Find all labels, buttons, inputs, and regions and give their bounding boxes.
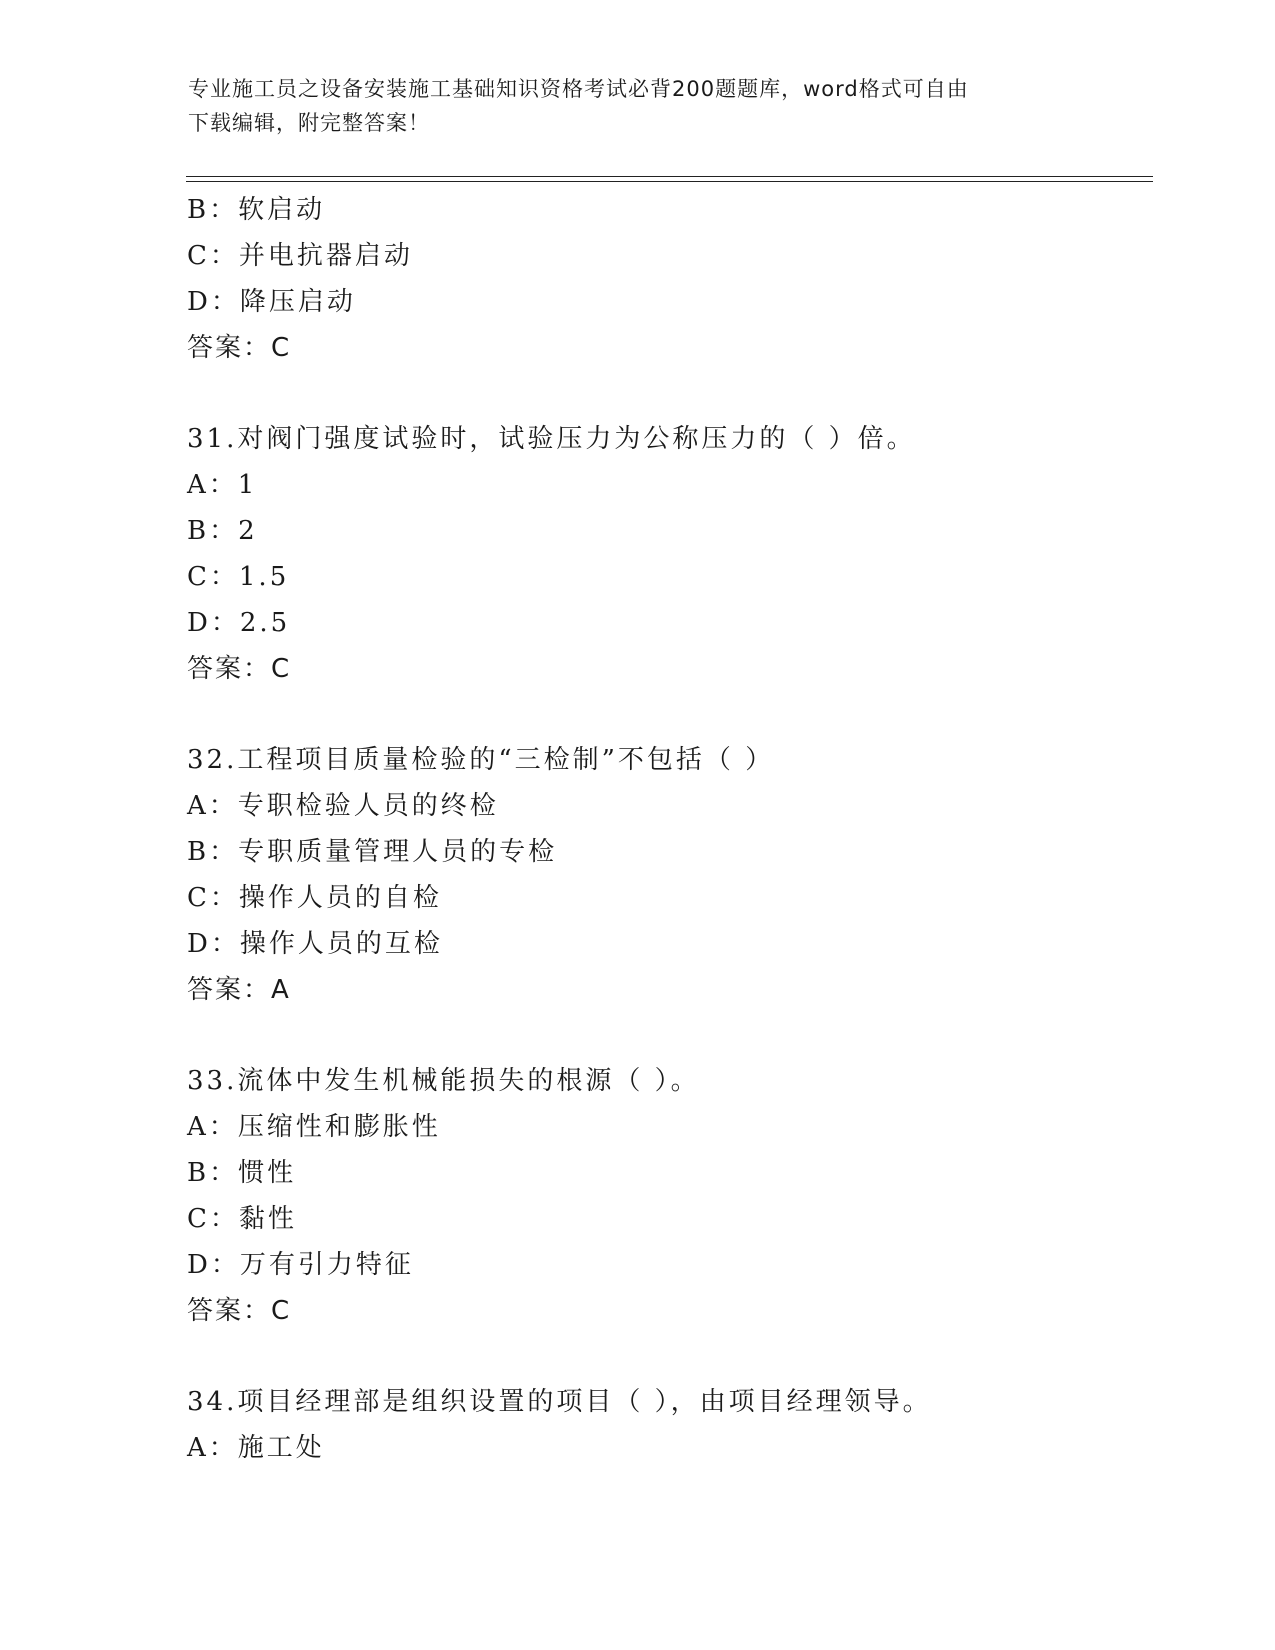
spacer: [187, 1013, 1147, 1058]
option-b: B：软启动: [187, 195, 326, 225]
option-d: D：操作人员的互检: [187, 929, 443, 959]
spacer: [187, 1334, 1147, 1379]
option-b: B：专职质量管理人员的专检: [187, 837, 558, 867]
header-divider-top: [186, 176, 1153, 177]
answer: 答案：C: [187, 333, 292, 363]
option-b: B：惯性: [187, 1158, 297, 1188]
answer: 答案：A: [187, 975, 291, 1005]
option-d: D：降压启动: [187, 287, 356, 317]
option-d: D：2.5: [187, 608, 291, 638]
answer: 答案：C: [187, 1296, 292, 1326]
header-divider-bottom: [186, 181, 1153, 182]
question-34: 34.项目经理部是组织设置的项目（ ），由项目经理领导。: [187, 1387, 932, 1417]
answer: 答案：C: [187, 654, 292, 684]
question-33: 33.流体中发生机械能损失的根源（ ）。: [187, 1066, 700, 1096]
option-c: C：并电抗器启动: [187, 241, 413, 271]
option-c: C：黏性: [187, 1204, 297, 1234]
header-line-1: 专业施工员之设备安装施工基础知识资格考试必背200题题库，word格式可自由: [188, 77, 969, 101]
question-32: 32.工程项目质量检验的“三检制”不包括（ ）: [187, 745, 775, 775]
option-a: A：压缩性和膨胀性: [187, 1112, 441, 1142]
option-a: A：1: [187, 470, 258, 500]
option-a: A：专职检验人员的终检: [187, 791, 499, 821]
option-c: C：1.5: [187, 562, 290, 592]
question-31: 31.对阀门强度试验时，试验压力为公称压力的（ ）倍。: [187, 424, 916, 454]
spacer: [187, 692, 1147, 737]
spacer: [187, 371, 1147, 416]
header-line-2: 下载编辑，附完整答案！: [188, 111, 430, 135]
question-list: [187, 187, 1147, 1471]
option-b: B：2: [187, 516, 258, 546]
option-c: C：操作人员的自检: [187, 883, 442, 913]
option-d: D：万有引力特征: [187, 1250, 414, 1280]
document-header: [188, 72, 1088, 140]
option-a: A：施工处: [187, 1433, 325, 1463]
